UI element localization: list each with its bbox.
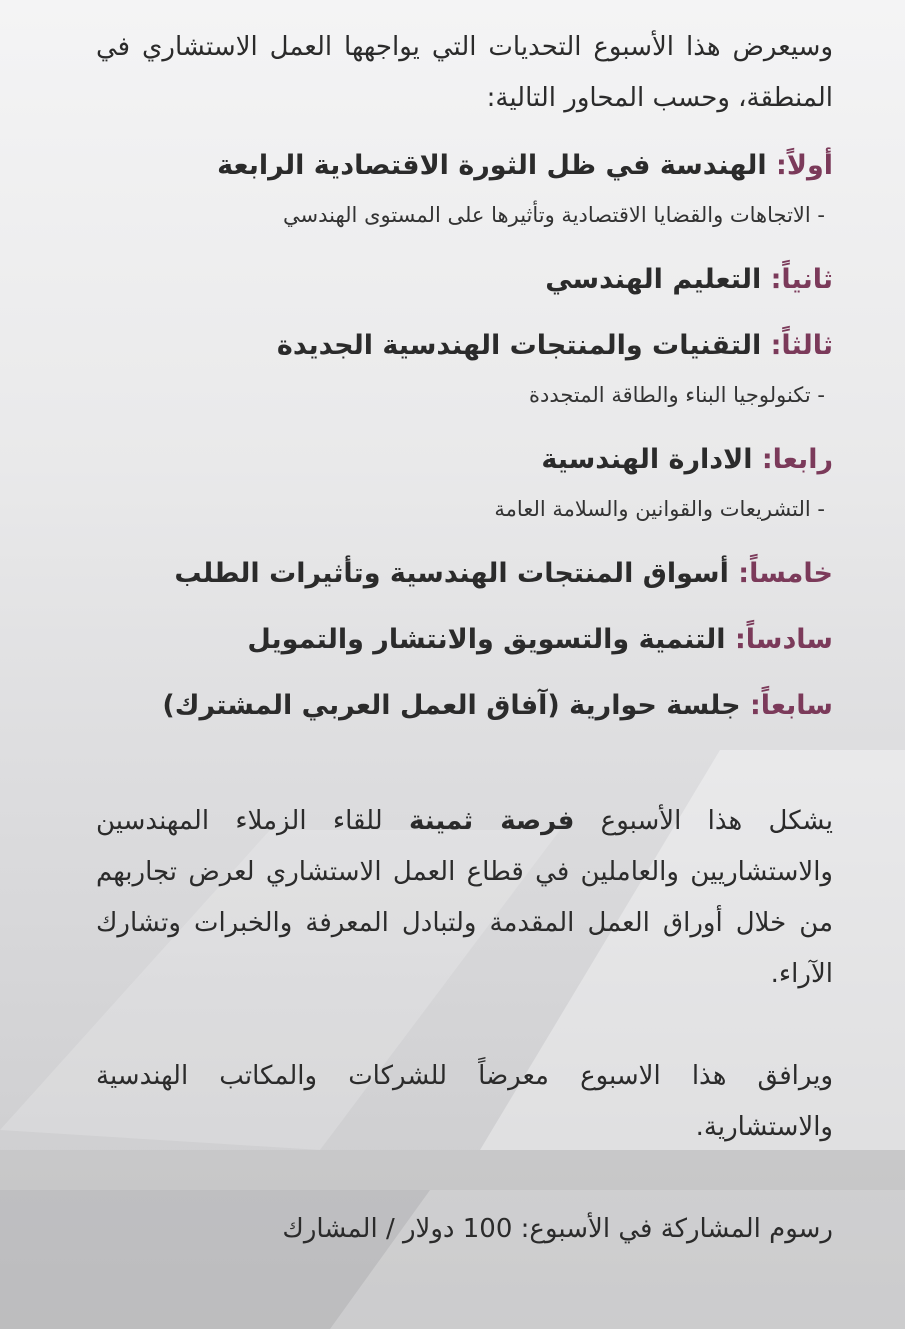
axis-3: ثالثاً: التقنيات والمنتجات الهندسية الجديدة (276, 330, 833, 361)
highlight-text: فرصة ثمينة (409, 806, 575, 836)
axis-6: سادساً: التنمية والتسويق والانتشار والتمويل (247, 624, 833, 655)
document-body (96, 22, 833, 1255)
fees-text: رسوم المشاركة في الأسبوع: 100 دولار / المشارك (282, 1214, 833, 1244)
axis-4: رابعا: الادارة الهندسية (541, 444, 833, 475)
axis-2: ثانياً: التعليم الهندسي (545, 264, 833, 295)
axis-3-sub: - تكنولوجيا البناء والطاقة المتجددة (529, 383, 825, 407)
paragraph-exhibition: ويرافق هذا الاسبوع معرضاً للشركات والمكاتب الهندسية والاستشارية. (96, 1061, 833, 1142)
axis-5: خامساً: أسواق المنتجات الهندسية وتأثيرات الطلب (174, 558, 833, 589)
axis-1: أولاً: الهندسة في ظل الثورة الاقتصادية الرابعة (217, 150, 833, 181)
intro-text: وسيعرض هذا الأسبوع التحديات التي يواجهها العمل الاستشاري في المنطقة، وحسب المحاور التالية: (96, 32, 833, 113)
axis-1-sub: - الاتجاهات والقضايا الاقتصادية وتأثيرها على المستوى الهندسي (283, 203, 825, 227)
paragraph-opportunity: يشكل هذا الأسبوع فرصة ثمينة للقاء الزملاء المهندسين والاستشاريين والعاملين في قطاع العمل الاستشاري لعرض تجاربهم من خلال أوراق العمل المقدمة ولتبادل المعرفة والخبرات وتشارك الآراء. (96, 806, 833, 989)
axis-7: سابعاً: جلسة حوارية (آفاق العمل العربي المشترك) (162, 690, 833, 721)
axis-4-sub: - التشريعات والقوانين والسلامة العامة (494, 497, 825, 521)
